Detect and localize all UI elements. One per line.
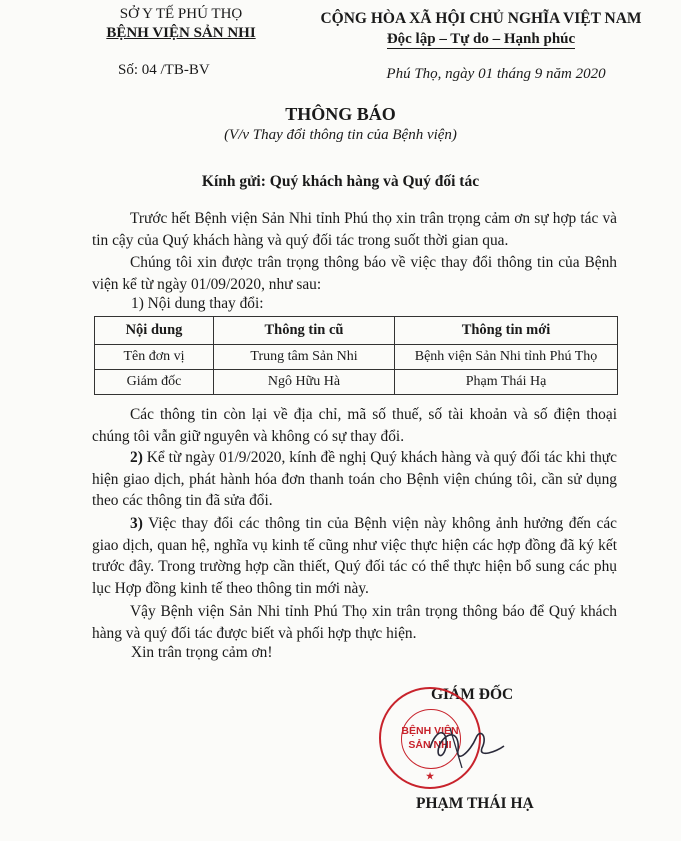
official-seal: BỆNH VIỆN SẢN NHI ★ bbox=[379, 687, 481, 789]
table-row bbox=[95, 370, 618, 395]
table-header: Thông tin mới bbox=[395, 317, 618, 345]
paragraph-closing: Vậy Bệnh viện Sản Nhi tỉnh Phú Thọ xin trân trọng thông báo để Quý khách hàng và quý đối tác được biết và phối hợp thực hiện. bbox=[92, 603, 617, 642]
table-cell: Tên đơn vị bbox=[95, 345, 214, 370]
paragraph-announcement: Chúng tôi xin được trân trọng thông báo về việc thay đổi thông tin của Bệnh viện kể từ ngày 01/09/2020, như sau: bbox=[92, 254, 617, 293]
table-cell: Trung tâm Sản Nhi bbox=[214, 345, 395, 370]
table-row bbox=[95, 345, 618, 370]
table-cell: Ngô Hữu Hà bbox=[214, 370, 395, 395]
signer-name: PHẠM THÁI HẠ bbox=[416, 795, 534, 812]
table-cell: Phạm Thái Hạ bbox=[395, 370, 618, 395]
place-and-date: Phú Thọ, ngày 01 tháng 9 năm 2020 bbox=[386, 66, 606, 82]
national-motto: Độc lập – Tự do – Hạnh phúc bbox=[386, 31, 576, 47]
item-3: 3) Việc thay đổi các thông tin của Bệnh viện này không ảnh hưởng đến các giao dịch, quan hệ, nghĩa vụ kinh tế cũng như việc thực hiện các hợp đồng đã ký kết trước đây. Trong trường hợp cần thiết, Quý đối tác có thể thực hiện bổ sung các phụ lục Hợp đồng kinh tế theo thông tin mới này. bbox=[92, 515, 617, 597]
item-1-title: 1) Nội dung thay đổi: bbox=[131, 295, 264, 312]
table-cell: Bệnh viện Sản Nhi tỉnh Phú Thọ bbox=[395, 345, 618, 370]
change-info-table bbox=[94, 316, 618, 395]
table-header: Nội dung bbox=[95, 317, 214, 345]
paragraph-intro: Trước hết Bệnh viện Sản Nhi tỉnh Phú thọ xin trân trọng cảm ơn sự hợp tác và tin cậy của Quý khách hàng và quý đối tác trong suốt thời gian qua. bbox=[92, 210, 617, 249]
thanks-line: Xin trân trọng cảm ơn! bbox=[131, 644, 273, 661]
ministry-name: SỞ Y TẾ PHÚ THỌ bbox=[119, 6, 243, 22]
salutation: Kính gửi: Quý khách hàng và Quý đối tác bbox=[201, 173, 480, 190]
table-cell: Giám đốc bbox=[95, 370, 214, 395]
table-header: Thông tin cũ bbox=[214, 317, 395, 345]
paragraph-unchanged-info: Các thông tin còn lại về địa chỉ, mã số thuế, số tài khoản và số điện thoại chúng tôi vẫn giữ nguyên và không có sự thay đổi. bbox=[92, 406, 617, 445]
item-2: 2) Kể từ ngày 01/9/2020, kính đề nghị Quý khách hàng và quý đối tác khi thực hiện giao dịch, phát hành hóa đơn thanh toán cho Bệnh viện chúng tôi, cần sử dụng theo các thông tin đã sửa đổi. bbox=[92, 449, 617, 510]
handwritten-signature bbox=[400, 708, 510, 778]
hospital-name: BỆNH VIỆN SẢN NHI bbox=[106, 25, 256, 41]
table-header-row bbox=[95, 317, 618, 345]
document-number: Số: 04 /TB-BV bbox=[118, 62, 210, 78]
signer-role: GIÁM ĐỐC bbox=[431, 686, 514, 703]
document-subtitle: (V/v Thay đổi thông tin của Bệnh viện) bbox=[224, 127, 457, 143]
national-title: CỘNG HÒA XÃ HỘI CHỦ NGHĨA VIỆT NAM bbox=[320, 10, 642, 27]
document-title: THÔNG BÁO bbox=[285, 104, 396, 124]
